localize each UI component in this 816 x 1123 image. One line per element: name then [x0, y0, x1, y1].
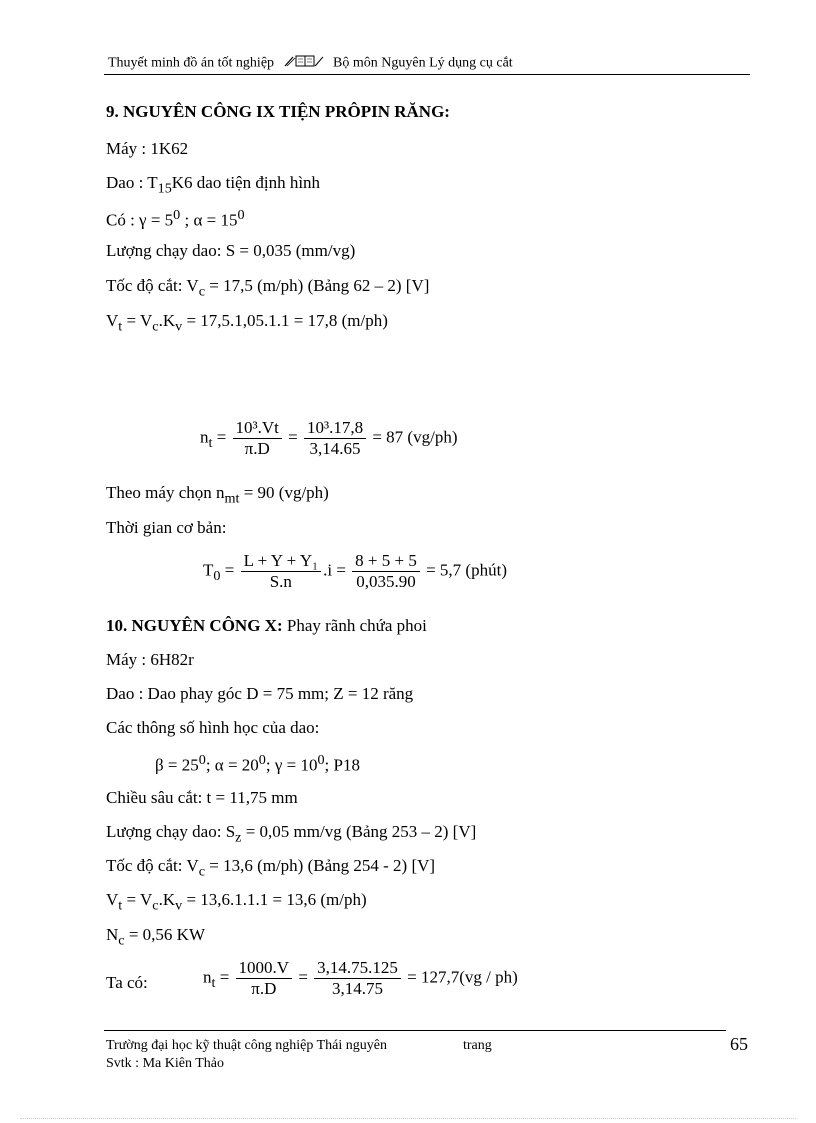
section9-nt-formula: $n_t$ = $\frac{\text{10³.Vt}}{\pi.D}$ = $\frac{\text{10³.17,8}}{3,14.65}$ = 87 (vg/ph)	[200, 418, 458, 458]
footer-rule	[104, 1030, 726, 1031]
footer-svtk: Svtk : Ma Kiên Thảo	[106, 1056, 224, 1071]
section10-toc: Tốc độ cắt: $V_c = 13,6$ (m/ph) (Bảng 254 - 2) [V]	[106, 856, 436, 880]
fraction: $\frac{1000.V}{\pi.D}$	[236, 958, 293, 999]
section9-luong: Lượng chạy dao: S = 0,035 (mm/vg)	[106, 241, 356, 260]
section10-may: Máy : 6H82r	[106, 650, 194, 669]
section10-thongso: Các thông số hình học của dao:	[106, 718, 320, 737]
fraction: $\frac{8 + 5 + 5}{0,035.90}$	[352, 551, 420, 592]
section9-may: Máy : 1K62	[106, 139, 189, 158]
fraction: $\frac{\text{10³.Vt}}{\pi.D}$	[233, 418, 282, 459]
book-pen-icon	[284, 54, 324, 73]
section9-heading: 9. NGUYÊN CÔNG IX TIỆN PRÔPIN RĂNG:	[106, 102, 450, 121]
footer-school: Trường đại học kỹ thuật công nghiệp Thái nguyên	[106, 1038, 387, 1053]
page-number: 65	[730, 1034, 748, 1054]
header-right-text: Bộ môn Nguyên Lý dụng cụ cắt	[333, 55, 513, 71]
fraction: $\frac{\text{10³.17,8}}{3,14.65}$	[304, 418, 366, 459]
section10-dao: Dao : Dao phay góc D = 75 mm; Z = 12 răng	[106, 684, 414, 703]
page-header	[108, 54, 513, 73]
fraction: $\frac{3,14.75.125}{3,14.75}$	[314, 958, 401, 999]
section9-chon: Theo máy chọn $n_{mt} = 90$ (vg/ph)	[106, 483, 329, 507]
section10-heading: 10. NGUYÊN CÔNG X: Phay rãnh chứa phoi	[106, 616, 427, 635]
section10-taco: Ta có:	[106, 973, 148, 992]
section10-vt: $V_t = V_c.K_v = 13,6.1.1.1 = 13,6$ (m/ph)	[106, 890, 367, 914]
footer-trang: trang	[463, 1038, 492, 1053]
section9-toc: Tốc độ cắt: $V_c = 17,5$ (m/ph) (Bảng 62 – 2) [V]	[106, 276, 430, 300]
section9-co: Có : $\gamma = 5^0$ ; $\alpha = 15^0$	[106, 207, 245, 230]
section9-dao: Dao : $T_{15}K6$ dao tiện định hình	[106, 173, 321, 197]
section10-goc: $\beta = 25^0$; $\alpha = 20^0$; $\gamma = 10^0$; P18	[155, 752, 360, 775]
section10-nc: $N_c = 0,56$ KW	[106, 925, 205, 949]
section9-t0-formula: $T_0$ = $\frac{\text{L + Y + Y₁}}{S.n}$ .i = $\frac{8 + 5 + 5}{0,035.90}$ = 5,7 (phút)	[203, 551, 507, 591]
fraction: $\frac{\text{L + Y + Y₁}}{S.n}$	[241, 551, 322, 592]
section10-nt-formula: $n_t$ = $\frac{1000.V}{\pi.D}$ = $\frac{3,14.75.125}{3,14.75}$ = 127,7(vg / ph)	[203, 958, 518, 998]
section10-luong: Lượng chạy dao: $S_z = 0,05$ mm/vg (Bảng 253 – 2) [V]	[106, 822, 477, 846]
page-bottom-divider	[20, 1118, 796, 1119]
section9-vt: $V_t = V_c.K_v = 17,5.1,05.1.1 = 17,8$ (m/ph)	[106, 311, 388, 335]
header-rule	[104, 74, 750, 75]
section9-thoigian: Thời gian cơ bản:	[106, 518, 227, 537]
section10-chieusau: Chiều sâu cắt: t = 11,75 mm	[106, 788, 298, 807]
header-left-text: Thuyết minh đồ án tốt nghiệp	[108, 55, 275, 71]
